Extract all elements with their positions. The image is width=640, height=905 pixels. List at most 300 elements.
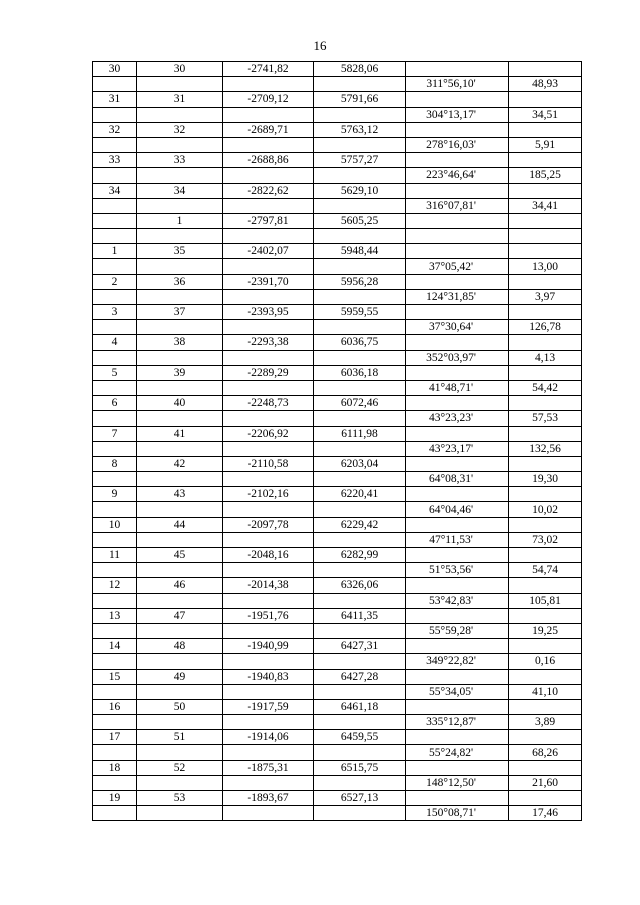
table-row [93, 168, 582, 183]
point-number-cell: 34 [137, 183, 223, 198]
table-row [93, 593, 582, 608]
segment-number-cell [93, 745, 137, 760]
x-coordinate-cell: -1914,06 [223, 730, 314, 745]
direction-angle-cell: 41°48,71' [406, 380, 509, 395]
y-coordinate-cell [314, 289, 406, 304]
y-coordinate-cell: 6326,06 [314, 578, 406, 593]
segment-number-cell: 14 [93, 639, 137, 654]
direction-angle-cell: 304°13,17' [406, 107, 509, 122]
point-number-cell: 49 [137, 669, 223, 684]
x-coordinate-cell: -2248,73 [223, 396, 314, 411]
distance-cell [509, 365, 582, 380]
direction-angle-cell: 316°07,81' [406, 198, 509, 213]
y-coordinate-cell: 5956,28 [314, 274, 406, 289]
x-coordinate-cell [223, 775, 314, 790]
coordinates-table-body [93, 62, 582, 821]
table-row [93, 229, 582, 244]
y-coordinate-cell: 5959,55 [314, 305, 406, 320]
x-coordinate-cell [223, 77, 314, 92]
distance-cell [509, 730, 582, 745]
table-row [93, 502, 582, 517]
direction-angle-cell [406, 548, 509, 563]
table-row [93, 380, 582, 395]
direction-angle-cell [406, 669, 509, 684]
distance-cell: 5,91 [509, 137, 582, 152]
x-coordinate-cell [223, 654, 314, 669]
segment-number-cell [93, 168, 137, 183]
segment-number-cell [93, 654, 137, 669]
direction-angle-cell [406, 153, 509, 168]
distance-cell: 41,10 [509, 684, 582, 699]
segment-number-cell [93, 502, 137, 517]
distance-cell: 3,89 [509, 715, 582, 730]
table-row [93, 213, 582, 228]
distance-cell: 54,42 [509, 380, 582, 395]
x-coordinate-cell [223, 289, 314, 304]
table-row [93, 289, 582, 304]
x-coordinate-cell [223, 137, 314, 152]
point-number-cell [137, 411, 223, 426]
direction-angle-cell [406, 229, 509, 244]
x-coordinate-cell: -2709,12 [223, 92, 314, 107]
table-row [93, 608, 582, 623]
segment-number-cell: 34 [93, 183, 137, 198]
segment-number-cell [93, 806, 137, 821]
direction-angle-cell: 51°53,56' [406, 563, 509, 578]
direction-angle-cell: 352°03,97' [406, 350, 509, 365]
table-row [93, 365, 582, 380]
segment-number-cell [93, 380, 137, 395]
y-coordinate-cell: 6229,42 [314, 517, 406, 532]
direction-angle-cell: 349°22,82' [406, 654, 509, 669]
segment-number-cell [93, 137, 137, 152]
y-coordinate-cell [314, 441, 406, 456]
table-row [93, 563, 582, 578]
point-number-cell: 50 [137, 699, 223, 714]
point-number-cell [137, 623, 223, 638]
segment-number-cell: 13 [93, 608, 137, 623]
y-coordinate-cell [314, 775, 406, 790]
point-number-cell [137, 654, 223, 669]
x-coordinate-cell: -2822,62 [223, 183, 314, 198]
table-row [93, 396, 582, 411]
direction-angle-cell [406, 122, 509, 137]
segment-number-cell: 6 [93, 396, 137, 411]
distance-cell: 105,81 [509, 593, 582, 608]
table-row [93, 411, 582, 426]
distance-cell [509, 183, 582, 198]
table-row [93, 699, 582, 714]
direction-angle-cell: 37°05,42' [406, 259, 509, 274]
table-row [93, 806, 582, 821]
table-row [93, 487, 582, 502]
distance-cell [509, 274, 582, 289]
point-number-cell: 45 [137, 548, 223, 563]
distance-cell: 54,74 [509, 563, 582, 578]
x-coordinate-cell: -1917,59 [223, 699, 314, 714]
y-coordinate-cell: 6515,75 [314, 760, 406, 775]
segment-number-cell: 3 [93, 305, 137, 320]
y-coordinate-cell [314, 137, 406, 152]
segment-number-cell: 32 [93, 122, 137, 137]
y-coordinate-cell [314, 684, 406, 699]
point-number-cell [137, 137, 223, 152]
x-coordinate-cell [223, 380, 314, 395]
table-row [93, 532, 582, 547]
segment-number-cell: 10 [93, 517, 137, 532]
point-number-cell: 46 [137, 578, 223, 593]
x-coordinate-cell: -2293,38 [223, 335, 314, 350]
segment-number-cell [93, 472, 137, 487]
table-row [93, 320, 582, 335]
table-row [93, 137, 582, 152]
table-row [93, 715, 582, 730]
x-coordinate-cell [223, 563, 314, 578]
point-number-cell: 43 [137, 487, 223, 502]
x-coordinate-cell [223, 259, 314, 274]
x-coordinate-cell [223, 502, 314, 517]
y-coordinate-cell: 5629,10 [314, 183, 406, 198]
point-number-cell [137, 380, 223, 395]
y-coordinate-cell: 6427,28 [314, 669, 406, 684]
y-coordinate-cell: 6461,18 [314, 699, 406, 714]
x-coordinate-cell [223, 593, 314, 608]
table-row [93, 153, 582, 168]
table-row [93, 623, 582, 638]
direction-angle-cell [406, 396, 509, 411]
distance-cell [509, 791, 582, 806]
table-row [93, 745, 582, 760]
segment-number-cell: 15 [93, 669, 137, 684]
point-number-cell [137, 168, 223, 183]
segment-number-cell [93, 320, 137, 335]
point-number-cell: 44 [137, 517, 223, 532]
x-coordinate-cell: -2102,16 [223, 487, 314, 502]
direction-angle-cell: 55°59,28' [406, 623, 509, 638]
x-coordinate-cell: -1875,31 [223, 760, 314, 775]
table-row [93, 244, 582, 259]
segment-number-cell: 33 [93, 153, 137, 168]
y-coordinate-cell [314, 107, 406, 122]
x-coordinate-cell: -2688,86 [223, 153, 314, 168]
y-coordinate-cell [314, 806, 406, 821]
segment-number-cell: 1 [93, 244, 137, 259]
distance-cell [509, 396, 582, 411]
point-number-cell [137, 107, 223, 122]
segment-number-cell: 17 [93, 730, 137, 745]
segment-number-cell: 16 [93, 699, 137, 714]
point-number-cell [137, 745, 223, 760]
point-number-cell [137, 715, 223, 730]
table-row [93, 426, 582, 441]
y-coordinate-cell: 6036,75 [314, 335, 406, 350]
segment-number-cell [93, 593, 137, 608]
table-row [93, 456, 582, 471]
point-number-cell: 37 [137, 305, 223, 320]
x-coordinate-cell: -1940,99 [223, 639, 314, 654]
distance-cell: 4,13 [509, 350, 582, 365]
table-row [93, 730, 582, 745]
segment-number-cell: 12 [93, 578, 137, 593]
distance-cell: 17,46 [509, 806, 582, 821]
distance-cell [509, 62, 582, 77]
direction-angle-cell: 37°30,64' [406, 320, 509, 335]
point-number-cell: 47 [137, 608, 223, 623]
x-coordinate-cell: -2014,38 [223, 578, 314, 593]
direction-angle-cell [406, 699, 509, 714]
x-coordinate-cell [223, 350, 314, 365]
direction-angle-cell [406, 365, 509, 380]
x-coordinate-cell: -2689,71 [223, 122, 314, 137]
direction-angle-cell: 64°08,31' [406, 472, 509, 487]
segment-number-cell [93, 441, 137, 456]
segment-number-cell: 31 [93, 92, 137, 107]
y-coordinate-cell: 6036,18 [314, 365, 406, 380]
x-coordinate-cell [223, 715, 314, 730]
direction-angle-cell: 55°34,05' [406, 684, 509, 699]
distance-cell: 34,41 [509, 198, 582, 213]
distance-cell [509, 608, 582, 623]
table-row [93, 775, 582, 790]
point-number-cell: 40 [137, 396, 223, 411]
table-row [93, 517, 582, 532]
x-coordinate-cell: -1951,76 [223, 608, 314, 623]
x-coordinate-cell: -2741,82 [223, 62, 314, 77]
distance-cell: 3,97 [509, 289, 582, 304]
point-number-cell: 53 [137, 791, 223, 806]
distance-cell [509, 153, 582, 168]
point-number-cell [137, 441, 223, 456]
x-coordinate-cell [223, 806, 314, 821]
distance-cell: 126,78 [509, 320, 582, 335]
y-coordinate-cell [314, 593, 406, 608]
table-row [93, 259, 582, 274]
table-row [93, 639, 582, 654]
direction-angle-cell [406, 487, 509, 502]
distance-cell [509, 578, 582, 593]
x-coordinate-cell: -2289,29 [223, 365, 314, 380]
x-coordinate-cell: -2402,07 [223, 244, 314, 259]
segment-number-cell: 4 [93, 335, 137, 350]
table-row [93, 548, 582, 563]
segment-number-cell: 9 [93, 487, 137, 502]
point-number-cell [137, 229, 223, 244]
x-coordinate-cell: -2391,70 [223, 274, 314, 289]
y-coordinate-cell: 6282,99 [314, 548, 406, 563]
x-coordinate-cell: -2393,95 [223, 305, 314, 320]
segment-number-cell [93, 350, 137, 365]
direction-angle-cell: 223°46,64' [406, 168, 509, 183]
point-number-cell [137, 472, 223, 487]
table-row [93, 578, 582, 593]
segment-number-cell [93, 775, 137, 790]
distance-cell [509, 669, 582, 684]
y-coordinate-cell [314, 472, 406, 487]
y-coordinate-cell [314, 168, 406, 183]
direction-angle-cell [406, 213, 509, 228]
point-number-cell: 51 [137, 730, 223, 745]
y-coordinate-cell [314, 198, 406, 213]
table-row [93, 335, 582, 350]
table-row [93, 92, 582, 107]
segment-number-cell [93, 77, 137, 92]
distance-cell [509, 122, 582, 137]
distance-cell [509, 92, 582, 107]
point-number-cell: 1 [137, 213, 223, 228]
y-coordinate-cell [314, 563, 406, 578]
direction-angle-cell: 53°42,83' [406, 593, 509, 608]
table-row [93, 684, 582, 699]
distance-cell: 57,53 [509, 411, 582, 426]
segment-number-cell: 5 [93, 365, 137, 380]
direction-angle-cell: 311°56,10' [406, 77, 509, 92]
direction-angle-cell: 47°11,53' [406, 532, 509, 547]
point-number-cell: 33 [137, 153, 223, 168]
x-coordinate-cell [223, 472, 314, 487]
direction-angle-cell [406, 274, 509, 289]
point-number-cell [137, 259, 223, 274]
segment-number-cell [93, 623, 137, 638]
segment-number-cell [93, 715, 137, 730]
table-row [93, 183, 582, 198]
point-number-cell [137, 77, 223, 92]
table-row [93, 791, 582, 806]
y-coordinate-cell: 6459,55 [314, 730, 406, 745]
y-coordinate-cell: 5757,27 [314, 153, 406, 168]
direction-angle-cell [406, 305, 509, 320]
distance-cell [509, 213, 582, 228]
table-row [93, 654, 582, 669]
y-coordinate-cell: 6427,31 [314, 639, 406, 654]
direction-angle-cell: 335°12,87' [406, 715, 509, 730]
y-coordinate-cell [314, 745, 406, 760]
direction-angle-cell [406, 62, 509, 77]
point-number-cell: 36 [137, 274, 223, 289]
table-row [93, 441, 582, 456]
segment-number-cell: 11 [93, 548, 137, 563]
distance-cell: 10,02 [509, 502, 582, 517]
distance-cell [509, 229, 582, 244]
y-coordinate-cell [314, 380, 406, 395]
direction-angle-cell [406, 639, 509, 654]
distance-cell: 19,25 [509, 623, 582, 638]
x-coordinate-cell [223, 684, 314, 699]
x-coordinate-cell: -2797,81 [223, 213, 314, 228]
point-number-cell [137, 563, 223, 578]
x-coordinate-cell: -1893,67 [223, 791, 314, 806]
direction-angle-cell [406, 335, 509, 350]
y-coordinate-cell [314, 320, 406, 335]
direction-angle-cell: 278°16,03' [406, 137, 509, 152]
y-coordinate-cell [314, 350, 406, 365]
table-row [93, 274, 582, 289]
table-row [93, 669, 582, 684]
distance-cell: 34,51 [509, 107, 582, 122]
x-coordinate-cell [223, 107, 314, 122]
direction-angle-cell [406, 791, 509, 806]
distance-cell: 68,26 [509, 745, 582, 760]
y-coordinate-cell: 6111,98 [314, 426, 406, 441]
direction-angle-cell: 124°31,85' [406, 289, 509, 304]
y-coordinate-cell: 5763,12 [314, 122, 406, 137]
x-coordinate-cell [223, 745, 314, 760]
point-number-cell: 48 [137, 639, 223, 654]
point-number-cell: 39 [137, 365, 223, 380]
y-coordinate-cell [314, 77, 406, 92]
x-coordinate-cell [223, 198, 314, 213]
y-coordinate-cell [314, 259, 406, 274]
distance-cell [509, 548, 582, 563]
distance-cell: 21,60 [509, 775, 582, 790]
segment-number-cell [93, 289, 137, 304]
x-coordinate-cell [223, 229, 314, 244]
point-number-cell: 31 [137, 92, 223, 107]
point-number-cell: 32 [137, 122, 223, 137]
distance-cell [509, 244, 582, 259]
point-number-cell [137, 593, 223, 608]
distance-cell: 48,93 [509, 77, 582, 92]
y-coordinate-cell [314, 411, 406, 426]
x-coordinate-cell: -2097,78 [223, 517, 314, 532]
point-number-cell: 35 [137, 244, 223, 259]
point-number-cell: 30 [137, 62, 223, 77]
table-row [93, 760, 582, 775]
table-row [93, 198, 582, 213]
point-number-cell: 38 [137, 335, 223, 350]
distance-cell: 73,02 [509, 532, 582, 547]
y-coordinate-cell [314, 715, 406, 730]
x-coordinate-cell [223, 441, 314, 456]
distance-cell: 0,16 [509, 654, 582, 669]
y-coordinate-cell: 6203,04 [314, 456, 406, 471]
distance-cell [509, 426, 582, 441]
y-coordinate-cell: 6527,13 [314, 791, 406, 806]
point-number-cell [137, 806, 223, 821]
y-coordinate-cell [314, 532, 406, 547]
x-coordinate-cell: -1940,83 [223, 669, 314, 684]
segment-number-cell: 7 [93, 426, 137, 441]
distance-cell: 185,25 [509, 168, 582, 183]
direction-angle-cell: 148°12,50' [406, 775, 509, 790]
direction-angle-cell [406, 517, 509, 532]
segment-number-cell [93, 229, 137, 244]
direction-angle-cell: 55°24,82' [406, 745, 509, 760]
segment-number-cell [93, 198, 137, 213]
x-coordinate-cell [223, 411, 314, 426]
x-coordinate-cell [223, 168, 314, 183]
y-coordinate-cell: 6072,46 [314, 396, 406, 411]
y-coordinate-cell: 5791,66 [314, 92, 406, 107]
segment-number-cell [93, 259, 137, 274]
direction-angle-cell: 64°04,46' [406, 502, 509, 517]
segment-number-cell: 19 [93, 791, 137, 806]
point-number-cell [137, 502, 223, 517]
direction-angle-cell [406, 426, 509, 441]
x-coordinate-cell: -2206,92 [223, 426, 314, 441]
direction-angle-cell [406, 608, 509, 623]
segment-number-cell [93, 411, 137, 426]
table-row [93, 62, 582, 77]
direction-angle-cell [406, 578, 509, 593]
page-number: 16 [313, 38, 327, 53]
table-row [93, 107, 582, 122]
point-number-cell [137, 350, 223, 365]
direction-angle-cell [406, 92, 509, 107]
y-coordinate-cell [314, 623, 406, 638]
x-coordinate-cell: -2048,16 [223, 548, 314, 563]
y-coordinate-cell [314, 502, 406, 517]
distance-cell [509, 699, 582, 714]
